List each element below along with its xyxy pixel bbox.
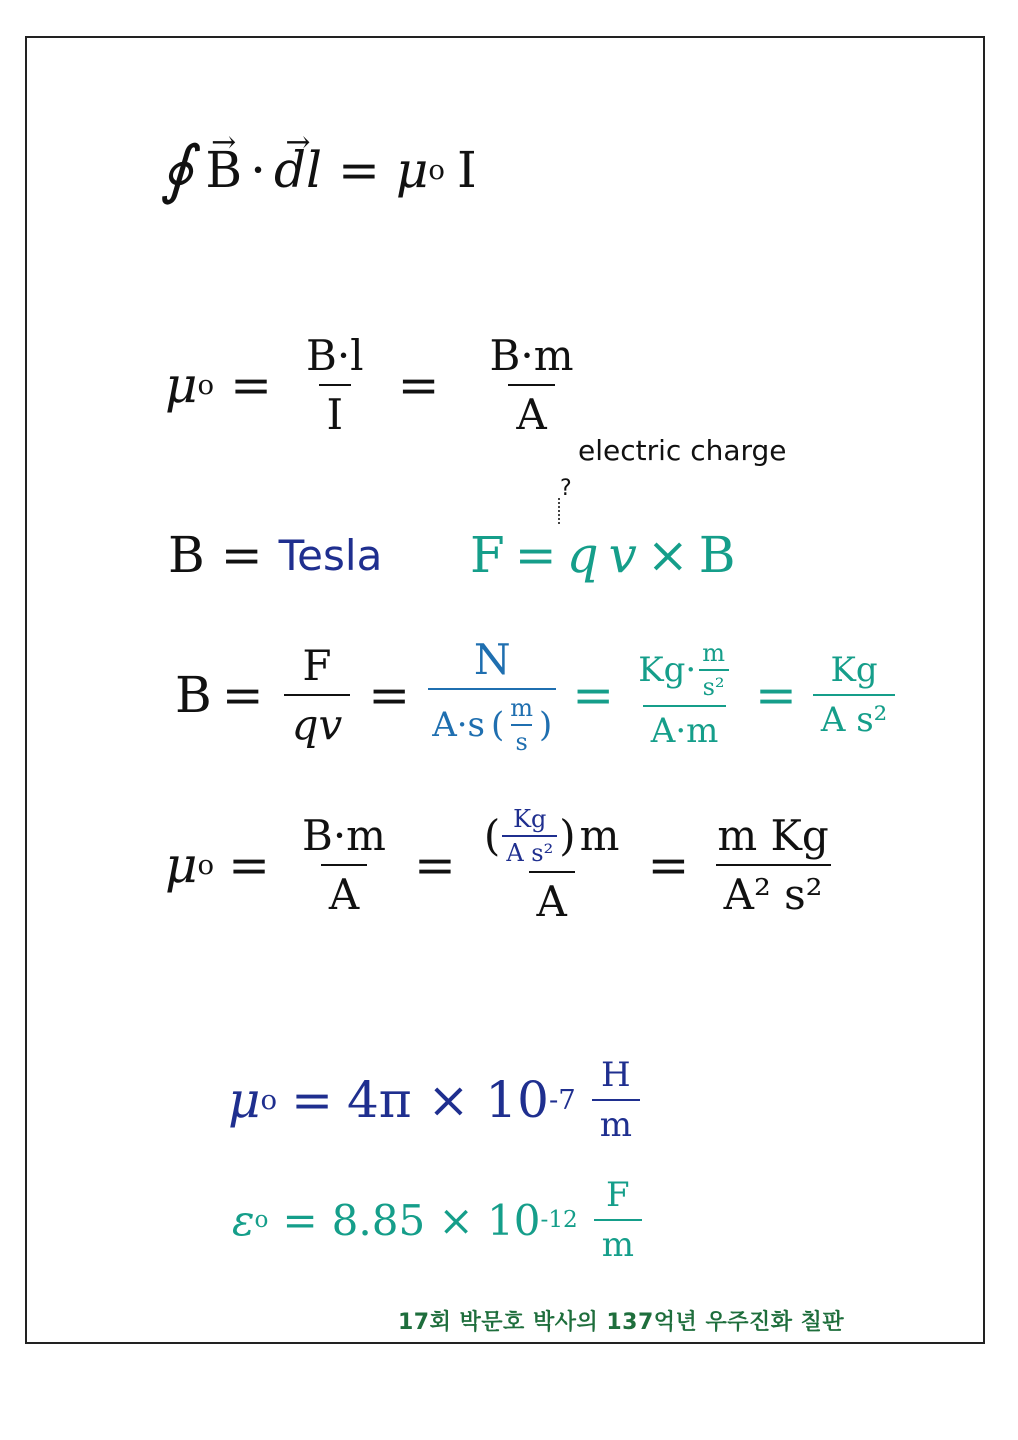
b-symbol: B xyxy=(168,526,205,584)
equals-sign: = xyxy=(647,836,690,894)
mu0-units-equation xyxy=(165,790,847,940)
numerator: m Kg xyxy=(717,811,829,860)
open-paren: ( xyxy=(483,811,501,860)
numerator: Kg xyxy=(513,804,547,833)
unit-h-over-m xyxy=(592,1055,640,1145)
footer-caption: 17회 박문호 박사의 137억년 우주진화 칠판 xyxy=(398,1310,845,1335)
fraction-kg-ms2-over-am xyxy=(630,639,739,751)
epsilon-subscript: o xyxy=(254,1207,269,1233)
epsilon0-value-equation xyxy=(232,1175,652,1265)
current-i: I xyxy=(456,141,477,199)
equals-sign: = xyxy=(228,836,270,894)
denominator: A xyxy=(321,864,367,919)
charge-q: q xyxy=(566,526,599,584)
denominator: s² xyxy=(699,669,729,701)
mu-subscript: o xyxy=(197,849,215,881)
tesla-derivation-equation xyxy=(175,630,905,760)
equals-sign: = xyxy=(221,666,264,724)
fraction-bl-over-i xyxy=(298,331,372,439)
equals-sign: = xyxy=(754,666,797,724)
numerator xyxy=(476,805,628,871)
contour-integral-symbol: ∮ xyxy=(160,133,194,207)
numerator: F xyxy=(302,641,332,690)
fraction-bm-over-a xyxy=(466,331,598,439)
denominator: qv xyxy=(284,694,351,749)
b-symbol: B xyxy=(698,526,736,584)
lorentz-force-equation xyxy=(470,520,736,590)
vector-dl: → dl xyxy=(274,141,322,199)
equals-sign: = xyxy=(414,836,456,894)
mu0-value-equation xyxy=(228,1050,650,1150)
mu-symbol: μ xyxy=(165,836,198,894)
numerator: m xyxy=(510,693,534,722)
fraction-m-over-s xyxy=(506,694,537,756)
numerator: Kg xyxy=(830,650,878,690)
numerator: m xyxy=(702,639,725,667)
question-mark: ? xyxy=(560,476,572,501)
fraction-m-over-s2 xyxy=(698,639,729,701)
force-f: F xyxy=(470,526,505,584)
close-paren: ) xyxy=(539,704,553,745)
open-paren: ( xyxy=(491,704,505,745)
b-symbol: B xyxy=(175,666,212,724)
numerator: B·m xyxy=(489,331,574,380)
unit-f-over-m xyxy=(594,1175,642,1265)
denominator xyxy=(428,688,556,756)
mu-subscript: o xyxy=(260,1084,278,1116)
numerator: B·l xyxy=(305,331,364,380)
numerator: B·m xyxy=(301,811,387,860)
numerator: F xyxy=(606,1175,630,1215)
mu-subscript: o xyxy=(428,154,445,186)
denominator: m xyxy=(594,1219,642,1265)
exponent: -12 xyxy=(540,1207,578,1233)
equals-sign: = xyxy=(397,356,440,414)
mu-symbol: μ xyxy=(395,141,429,199)
mu-subscript: o xyxy=(197,369,215,401)
fraction-kg-over-as2 xyxy=(502,805,557,867)
numerator xyxy=(630,639,739,705)
denominator: A s² xyxy=(502,835,557,867)
mu0-definition-equation xyxy=(165,320,608,450)
mu0-value: 4π × 10 xyxy=(346,1071,549,1129)
equals-sign: = xyxy=(514,526,557,584)
equals-sign: = xyxy=(220,526,263,584)
b-tesla-equation xyxy=(168,520,382,590)
fraction-bm-over-a xyxy=(294,811,394,919)
fraction-n-over-as xyxy=(428,635,556,756)
exponent: -7 xyxy=(548,1084,576,1116)
epsilon0-value: 8.85 × 10 xyxy=(331,1195,541,1245)
numerator: H xyxy=(601,1055,631,1095)
cross-operator: × xyxy=(646,526,689,584)
electric-charge-annotation: electric charge xyxy=(578,434,787,467)
vector-b: → B xyxy=(205,141,242,199)
fraction-mkg-over-a2s2 xyxy=(709,811,836,919)
equals-sign: = xyxy=(338,141,380,199)
denominator: A² s² xyxy=(716,864,831,919)
epsilon-symbol: ε xyxy=(232,1195,255,1245)
fraction-kgm-over-a xyxy=(476,805,628,926)
close-paren: ) xyxy=(559,811,576,860)
denominator: A xyxy=(529,871,575,926)
equals-sign: = xyxy=(291,1071,333,1129)
velocity-v: v xyxy=(608,526,637,584)
den-prefix: A·s xyxy=(432,704,485,745)
tesla-unit: Tesla xyxy=(278,530,383,580)
kg-prefix: Kg· xyxy=(638,650,697,690)
fraction-kg-over-as2 xyxy=(813,650,895,740)
fraction-f-over-qv xyxy=(284,641,351,749)
numerator: N xyxy=(473,634,511,684)
denominator: A s² xyxy=(813,694,895,740)
equals-sign: = xyxy=(282,1195,318,1245)
m-factor: m xyxy=(579,811,620,860)
equals-sign: = xyxy=(572,666,615,724)
equals-sign: = xyxy=(230,356,272,414)
denominator: m xyxy=(592,1099,640,1145)
equals-sign: = xyxy=(368,666,411,724)
denominator: A xyxy=(508,384,554,439)
denominator: s xyxy=(511,724,531,756)
amperes-law-equation xyxy=(160,120,477,220)
mu-symbol: μ xyxy=(165,356,198,414)
dot-operator: · xyxy=(250,141,266,199)
denominator: A·m xyxy=(643,705,727,751)
mu-symbol: μ xyxy=(228,1071,261,1129)
denominator: I xyxy=(319,384,352,439)
